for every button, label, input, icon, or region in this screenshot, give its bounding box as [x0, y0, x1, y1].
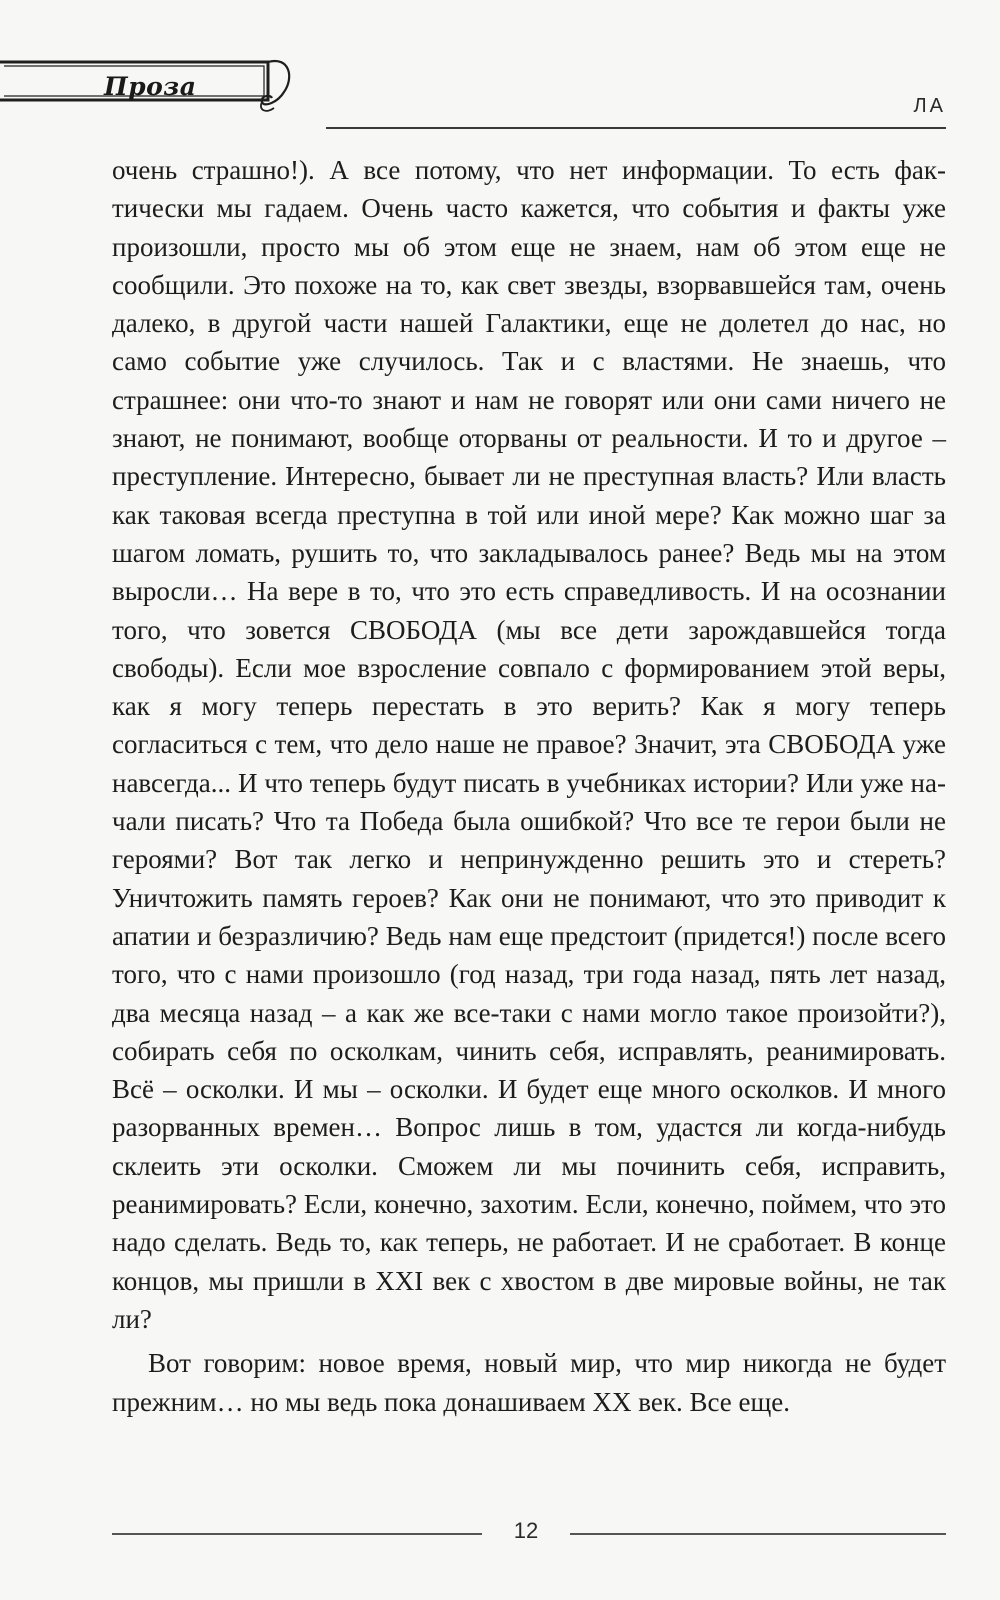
page-header [0, 0, 1000, 140]
footer-rule-right [570, 1533, 946, 1535]
paragraph-2: Вот говорим: новое время, новый мир, что мир никогда не будет прежним… но мы ведь пока донашиваем XX век. Все еще. [112, 1348, 946, 1417]
footer-rule-left [112, 1533, 482, 1535]
page-footer [0, 1510, 1000, 1560]
header-rule [326, 127, 946, 129]
paragraph-1: очень страшно!). А все потому, что нет информации. То есть фактически мы гадаем. Очень часто кажется, что события и факты уже произошли, просто мы об этом еще не знаем, нам об этом еще не сообщили. Это похоже на то, как свет звезды, взорвавшейся там, очень далеко, в другой части нашей Галактики, еще не долетел до нас, но само событие уже случилось. Так и с властями. Не знаешь, что страшнее: они что-то знают и нам не говорят или они сами ничего не знают, не понимают, вообще оторваны от реальности. И то и другое – преступление. Интересно, бывает ли не преступная власть? Или власть как таковая всегда преступна в той или иной мере? Как можно шаг за шагом ломать, рушить то, что закладывалось ранее? Ведь мы на этом выросли… На вере в то, что это есть справедливость. И на осознании того, что зовется СВОБОДА (мы все дети зарождавшейся тогда свободы). Если мое взросление совпало с формированием этой веры, как я могу теперь перестать в это верить? Как я могу теперь согласиться с тем, что дело наше не правое? Значит, эта СВОБОДА уже навсегда... И что теперь будут писать в учебниках истории? Или уже начали писать? Что та Победа была ошибкой? Что все те герои были не героями? Вот так легко и непринужденно решить это и стереть? Уничтожить память героев? Как они не понимают, что это приводит к апатии и безразличию? Ведь нам еще предстоит (придется!) после всего того, что с нами произошло (год назад, три года назад, пять лет назад, два месяца назад – а как же все-таки с нами могло такое произойти?), собирать себя по осколкам, чинить себя, исправлять, реанимировать. Всё – осколки. И мы – осколки. И будет еще много осколков. И много разорванных времен… Вопрос лишь в том, удастся ли когда-нибудь склеить эти осколки. Сможем ли мы починить себя, исправить, реанимировать? Если, конечно, захотим. Если, конечно, поймем, что это надо сделать. Ведь то, как теперь, не работает. И не сработает. В конце концов, мы пришли в XXI век с хвостом в две мировые войны, не так ли? [112, 155, 946, 1334]
section-label: Проза [104, 72, 197, 101]
section-banner [0, 58, 300, 114]
page-number: 12 [513, 1518, 539, 1543]
body-text [112, 151, 946, 1421]
running-head: ЛА [913, 95, 946, 117]
